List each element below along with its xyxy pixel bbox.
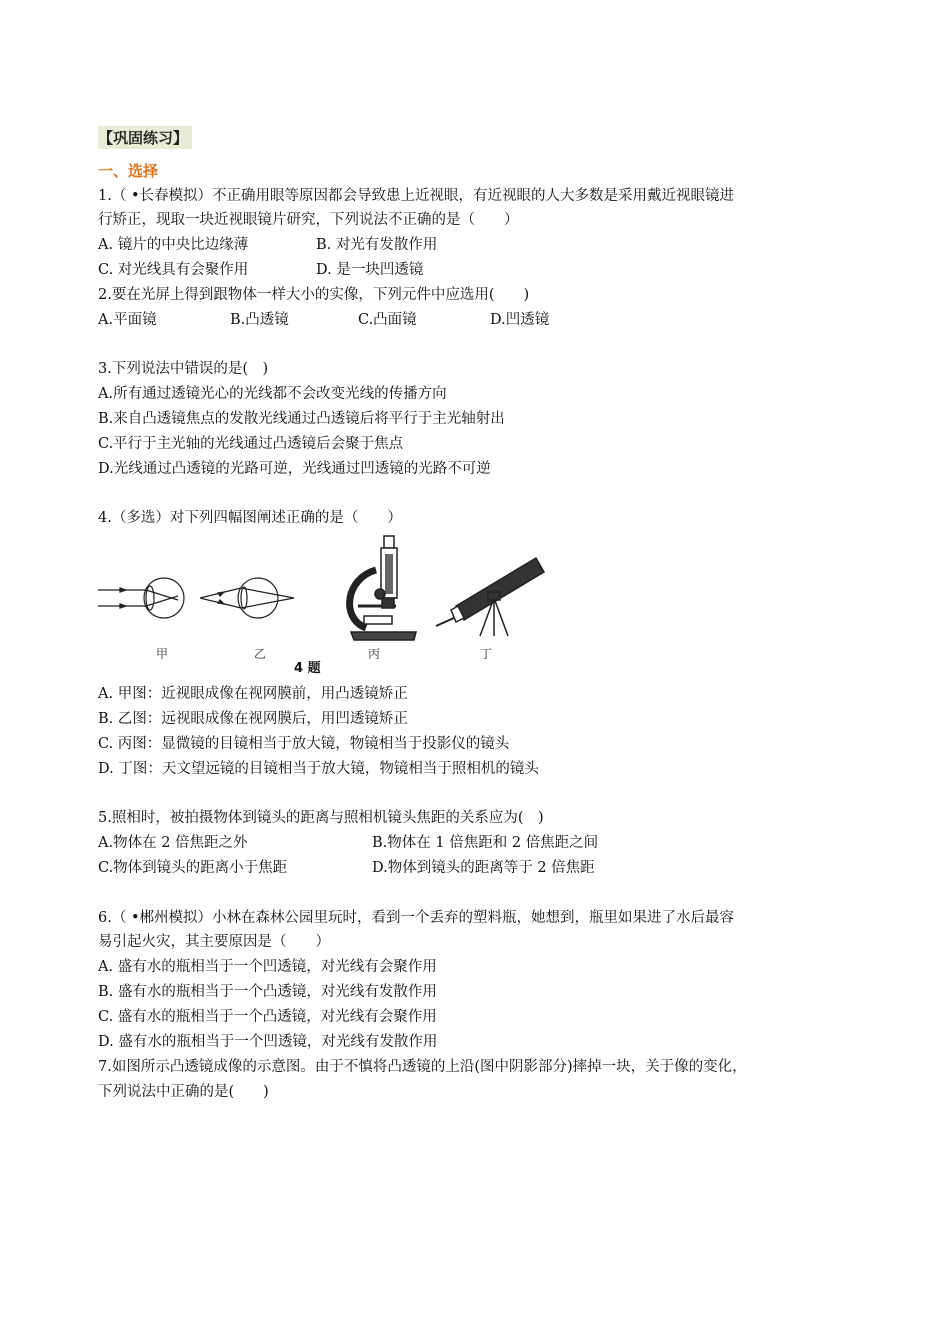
q5-option-c: C.物体到镜头的距离小于焦距 [98,860,288,876]
q6-option-d: D. 盛有水的瓶相当于一个凹透镜，对光线有发散作用 [98,1034,438,1050]
q1-line1: 1.（ •长春模拟）不正确用眼等原因都会导致患上近视眼，有近视眼的人大多数是采用戴近视眼镜进 [98,188,734,204]
eye-diagram-jia [98,578,184,618]
q4-option-c: C. 丙图：显微镜的目镜相当于放大镜，物镜相当于投影仪的镜头 [98,736,510,752]
q3-line1: 3.下列说法中错误的是( ) [98,361,269,377]
q7-line2: 下列说法中正确的是( ) [98,1084,269,1100]
q6-option-c: C. 盛有水的瓶相当于一个凸透镜，对光线有会聚作用 [98,1009,437,1025]
fig-label-yi: 乙 [254,647,267,661]
q5-line1: 5.照相时，被拍摄物体到镜头的距离与照相机镜头焦距的关系应为( ) [98,810,544,826]
eye-diagram-yi [200,578,294,618]
q2-option-b: B.凸透镜 [230,312,289,328]
q5-option-a: A.物体在 2 倍焦距之外 [98,835,248,851]
q2-option-c: C.凸面镜 [358,312,417,328]
section-title: 【巩固练习】 [98,126,192,149]
q7-line1: 7.如图所示凸透镜成像的示意图。由于不慎将凸透镜的上沿(图中阴影部分)摔掉一块，关于像的变化， [98,1059,747,1075]
fig-label-ding: 丁 [480,647,493,661]
q6-option-a: A. 盛有水的瓶相当于一个凹透镜，对光线有会聚作用 [98,959,437,975]
q1-option-c: C. 对光线具有会聚作用 [98,262,249,278]
q5-option-b: B.物体在 1 倍焦距和 2 倍焦距之间 [372,835,599,851]
q4-figure [96,528,546,678]
q2-option-a: A.平面镜 [98,312,157,328]
q6-option-b: B. 盛有水的瓶相当于一个凸透镜，对光线有发散作用 [98,984,437,1000]
q6-line2: 易引起火灾，其主要原因是（ ） [98,934,330,950]
q3-option-c: C.平行于主光轴的光线通过凸透镜后会聚于焦点 [98,436,404,452]
q3-option-a: A.所有通过透镜光心的光线都不会改变光线的传播方向 [98,386,447,402]
q2-line1: 2.要在光屏上得到跟物体一样大小的实像，下列元件中应选用( ) [98,287,530,303]
q3-option-b: B.来自凸透镜焦点的发散光线通过凸透镜后将平行于主光轴射出 [98,411,505,427]
q1-line2: 行矫正，现取一块近视眼镜片研究，下列说法不正确的是（ ） [98,212,519,228]
q1-option-a: A. 镜片的中央比边缘薄 [98,237,249,253]
q1-option-b: B. 对光有发散作用 [316,237,438,253]
telescope-icon [436,558,544,636]
subsection-title: 一、选择 [98,162,159,180]
q4-figure-svg [96,528,546,678]
microscope-icon [350,536,416,640]
q1-option-d: D. 是一块凹透镜 [316,262,424,278]
q4-option-d: D. 丁图：天文望远镜的目镜相当于放大镜，物镜相当于照相机的镜头 [98,761,539,777]
fig-label-jia: 甲 [156,647,169,661]
q4-option-b: B. 乙图：远视眼成像在视网膜后，用凹透镜矫正 [98,711,408,727]
q6-line1: 6.（ •郴州模拟）小林在森林公园里玩时，看到一个丢弃的塑料瓶，她想到，瓶里如果进了水后最容 [98,910,734,926]
q5-option-d: D.物体到镜头的距离等于 2 倍焦距 [372,860,595,876]
fig-caption: 4 题 [294,661,321,676]
q3-option-d: D.光线通过凸透镜的光路可逆，光线通过凹透镜的光路不可逆 [98,461,491,477]
q4-option-a: A. 甲图：近视眼成像在视网膜前，用凸透镜矫正 [98,686,408,702]
q2-option-d: D.凹透镜 [490,312,550,328]
fig-label-bing: 丙 [368,647,381,661]
q4-line1: 4.（多选）对下列四幅图阐述正确的是（ ） [98,510,402,526]
